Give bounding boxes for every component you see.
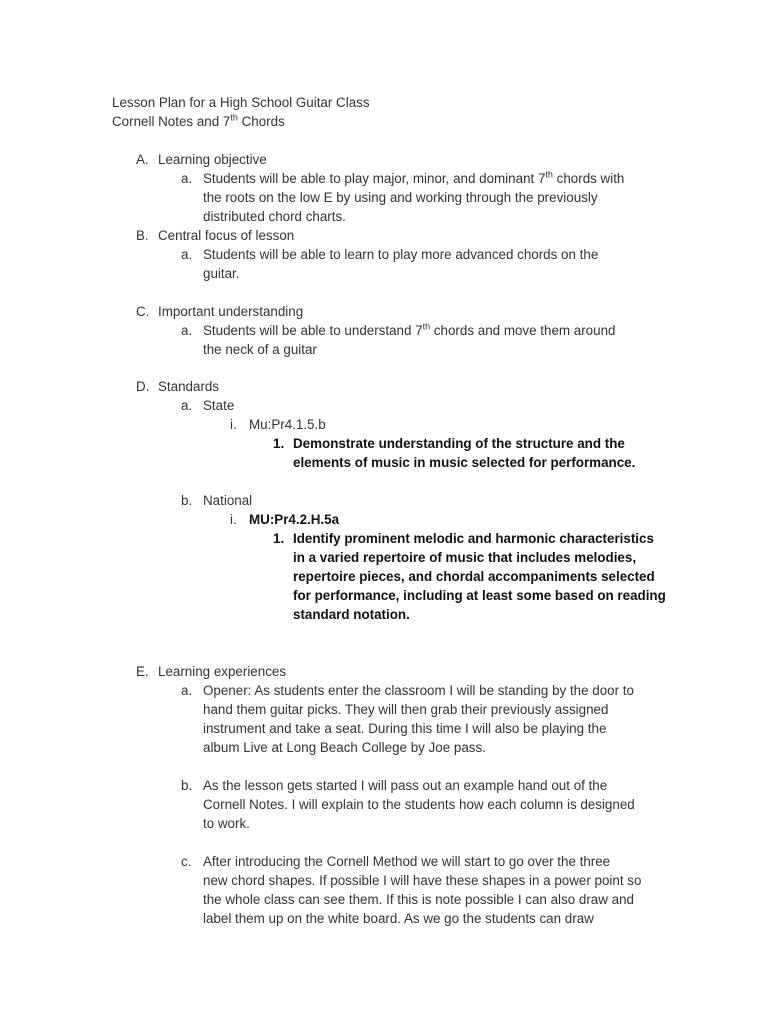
national-standard-desc-marker: 1. [273,531,285,546]
section-c-marker: C. [136,304,150,319]
subtitle-text: Cornell Notes and 7 [112,114,231,129]
state-standard-desc-line-2: elements of music in music selected for performance. [293,455,636,470]
section-e-item-c-line-4: label them up on the white board. As we go the students can draw [203,911,594,926]
section-b-item-a-line-1: Students will be able to learn to play more advanced chords on the [203,247,599,262]
superscript: th [545,169,553,180]
national-standard-desc-line-1: Identify prominent melodic and harmonic characteristics [293,531,654,546]
national-standard-desc-line-4: for performance, including at least some based on reading [293,588,666,603]
state-standard-desc-marker: 1. [273,436,285,451]
section-e-item-a-line-3: instrument and take a seat. During this time I will also be playing the [203,721,607,736]
text-run: Students will be able to play major, minor, and dominant 7 [203,171,546,186]
section-c-heading: Important understanding [158,304,304,319]
section-d-item-a-marker: a. [181,398,193,413]
section-a-item-a-line-2: the roots on the low E by using and working through the previously [203,190,598,205]
section-a-item-a-line-3: distributed chord charts. [203,209,346,224]
section-b-marker: B. [136,228,149,243]
section-e-item-b-line-3: to work. [203,816,250,831]
section-e-item-c-line-3: the whole class can see them. If this is note possible I can also draw and [203,892,634,907]
section-c-item-a-line-2: the neck of a guitar [203,342,317,357]
section-d-item-b-label: National [203,493,253,508]
subtitle-superscript: th [230,112,238,123]
section-e-item-a-line-2: hand them guitar picks. They will then grab their previously assigned [203,702,609,717]
section-e-item-b-line-1: As the lesson gets started I will pass out an example hand out of the [203,778,608,793]
national-standard-desc-line-5: standard notation. [293,607,410,622]
document-title: Lesson Plan for a High School Guitar Class [112,95,370,110]
state-standard-desc-line-1: Demonstrate understanding of the structure and the [293,436,625,451]
section-d-item-a-label: State [203,398,235,413]
text-run: Students will be able to understand 7 [203,323,423,338]
section-a-item-a-marker: a. [181,171,193,186]
national-standard-desc-line-2: in a varied repertoire of music that includes melodies, [293,550,637,565]
section-a-marker: A. [136,152,149,167]
section-c-item-a-marker: a. [181,323,193,338]
section-d-item-b-marker: b. [181,493,193,508]
section-e-item-c-line-1: After introducing the Cornell Method we will start to go over the three [203,854,611,869]
text-run-end: chords with [552,171,625,186]
section-e-item-c-line-2: new chord shapes. If possible I will have these shapes in a power point so [203,873,642,888]
section-e-item-a-line-4: album Live at Long Beach College by Joe pass. [203,740,486,755]
section-b-item-a-line-2: guitar. [203,266,240,281]
section-b-heading: Central focus of lesson [158,228,295,243]
section-d-marker: D. [136,379,150,394]
national-standard-code: MU:Pr4.2.H.5a [249,512,340,527]
section-e-item-b-marker: b. [181,778,193,793]
section-b-item-a-marker: a. [181,247,193,262]
section-a-heading: Learning objective [158,152,267,167]
section-e-heading: Learning experiences [158,664,287,679]
state-standard-code: Mu:Pr4.1.5.b [249,417,326,432]
superscript: th [422,321,431,332]
national-standard-marker: i. [230,512,237,527]
section-e-item-b-line-2: Cornell Notes. I will explain to the students how each column is designed [203,797,635,812]
section-e-item-a-marker: a. [181,683,193,698]
section-a-item-a-line-1 [203,169,624,188]
national-standard-desc-line-3: repertoire pieces, and chordal accompaniments selected [293,569,655,584]
section-d-heading: Standards [158,379,220,394]
text-run-end: chords and move them around [430,323,616,338]
section-e-item-c-marker: c. [181,854,192,869]
state-standard-marker: i. [230,417,237,432]
section-e-marker: E. [136,664,149,679]
section-e-item-a-line-1: Opener: As students enter the classroom I will be standing by the door to [203,683,634,698]
subtitle-text-end: Chords [237,114,285,129]
section-c-item-a-line-1 [203,321,615,340]
document-subtitle [112,112,285,131]
